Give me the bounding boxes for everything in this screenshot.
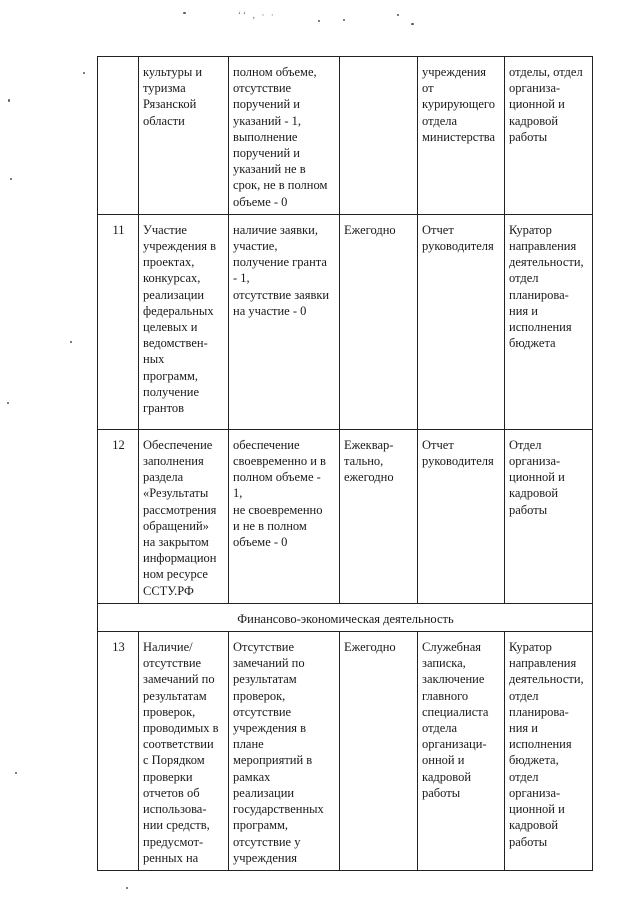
scan-speck <box>343 19 345 21</box>
source-cell <box>418 429 505 603</box>
row-number: 12 <box>98 429 139 603</box>
source-text: Служебная записка, заключение главного специалиста отдела организаци- онной и кадровой работы <box>422 640 489 800</box>
indicator-cell <box>139 632 229 871</box>
section-title: Финансово-экономическая деятельность <box>98 603 593 631</box>
criteria-cell <box>229 214 340 429</box>
row-number: 11 <box>98 214 139 429</box>
responsible-text: Отдел организа- ционной и кадровой работы <box>509 437 565 517</box>
period-cell <box>340 429 418 603</box>
responsible-cell <box>505 57 593 215</box>
scan-speck <box>183 12 186 14</box>
indicator-text: Участие учреждения в проектах, конкурсах, реализации федеральных целевых и ведомствен- ных программ, получение грантов <box>143 222 217 416</box>
period-text: Ежегодно <box>344 222 396 237</box>
section-header-row <box>98 603 593 631</box>
scan-speck <box>126 887 128 889</box>
source-text: Отчет руководителя <box>422 437 494 469</box>
criteria-text: Отсутствие замечаний по результатам проверок, отсутствие учреждения в плане мероприятий в рамках реализации государственных программ, отсутствие у учреждения <box>233 640 324 865</box>
table-row <box>98 57 593 215</box>
source-cell <box>418 57 505 215</box>
period-cell <box>340 632 418 871</box>
scan-speck <box>10 178 12 180</box>
source-cell <box>418 632 505 871</box>
responsible-cell <box>505 429 593 603</box>
period-cell <box>340 214 418 429</box>
scan-mark: ʻ‘ ‚ · · <box>238 10 276 20</box>
period-text: Ежеквар- тально, ежегодно <box>344 437 394 485</box>
evaluation-criteria-table <box>97 56 593 871</box>
row-number: 13 <box>98 632 139 871</box>
responsible-text: Куратор направления деятельности, отдел планирова- ния и исполнения бюджета <box>509 222 584 351</box>
scan-speck <box>15 772 17 774</box>
responsible-text: отделы, отдел организа- ционной и кадровой работы <box>509 65 583 144</box>
responsible-cell <box>505 214 593 429</box>
source-text: Отчет руководителя <box>422 222 494 254</box>
indicator-cell <box>139 429 229 603</box>
table-row <box>98 214 593 429</box>
indicator-cell <box>139 57 229 215</box>
indicator-text: Обеспечение заполнения раздела «Результаты рассмотрения обращений» на закрытом информацион ном ресурсе ССТУ.РФ <box>143 437 217 598</box>
table-row <box>98 632 593 871</box>
scan-speck <box>7 402 9 404</box>
scan-speck <box>83 72 85 74</box>
period-cell <box>340 57 418 215</box>
source-cell <box>418 214 505 429</box>
scan-speck <box>411 23 414 25</box>
indicator-text: культуры и туризма Рязанской области <box>143 65 203 128</box>
criteria-text: наличие заявки, участие, получение гранта - 1, отсутствие заявки на участие - 0 <box>233 222 330 318</box>
scan-speck <box>70 341 72 343</box>
table-row <box>98 429 593 603</box>
source-text: учреждения от курирующего отдела министерства <box>422 65 496 144</box>
criteria-cell <box>229 429 340 603</box>
scan-speck <box>8 99 10 102</box>
criteria-text: полном объеме, отсутствие поручений и указаний - 1, выполнение поручений и указаний не в срок, не в полном объеме - 0 <box>233 65 328 209</box>
criteria-text: обеспечение своевременно и в полном объеме - 1, не своевременно и не в полном объеме - 0 <box>233 437 326 550</box>
responsible-cell <box>505 632 593 871</box>
scan-speck <box>318 20 320 22</box>
criteria-cell <box>229 632 340 871</box>
period-text: Ежегодно <box>344 640 396 655</box>
row-number <box>98 57 139 215</box>
criteria-cell <box>229 57 340 215</box>
responsible-text: Куратор направления деятельности, отдел планирова- ния и исполнения бюджета, отдел организа- ционной и кадровой работы <box>509 640 584 849</box>
indicator-cell <box>139 214 229 429</box>
scan-speck <box>397 14 399 16</box>
indicator-text: Наличие/ отсутствие замечаний по результатам проверок, проводимых в соответствии с Порядком проверки отчетов об использова- нии средств, предусмот- ренных на <box>143 640 219 865</box>
